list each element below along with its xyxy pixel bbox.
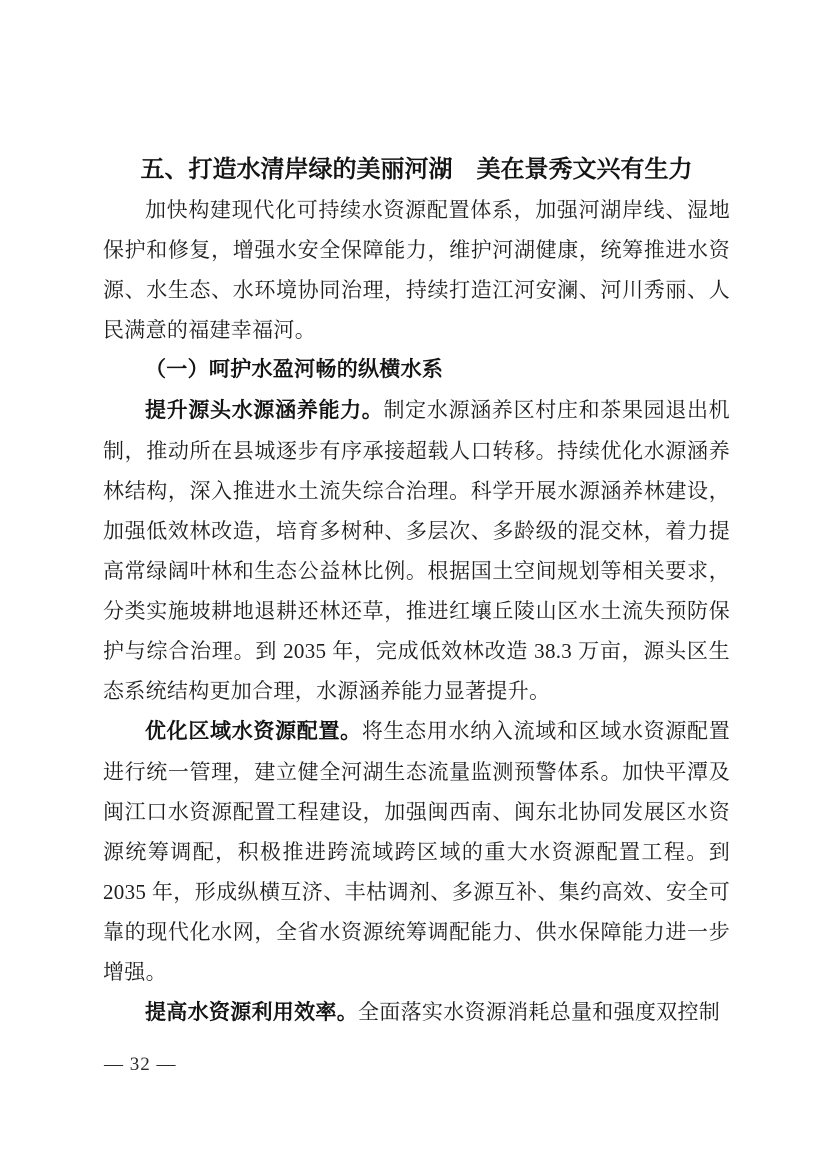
paragraph (103, 390, 730, 711)
document-body (103, 190, 730, 1032)
paragraph-lead: 提高水资源利用效率。 (145, 1001, 358, 1024)
paragraph (103, 992, 730, 1032)
paragraph-text: 全面落实水资源消耗总量和强度双控制 (358, 1000, 721, 1024)
subsection-heading: （一）呵护水盈河畅的纵横水系 (145, 358, 444, 381)
paragraph-text: 制定水源涵养区村庄和茶果园退出机制，推动所在县城逐步有序承接超载人口转移。持续优化水源涵养林结构，深入推进水土流失综合治理。科学开展水源涵养林建设，加强低效林改造，培育多树种、多层次、多龄级的混交林，着力提高常绿阔叶林和生态公益林比例。根据国土空间规划等相关要求，分类实施坡耕地退耕还林还草，推进红壤丘陵山区水土流失预防保护与综合治理。到 2035 年，完成低效林改造 38.3 万亩，源头区生态系统结构更加合理，水源涵养能力显著提升。 (103, 398, 730, 703)
paragraph-lead: 提升源头水源涵养能力。 (145, 399, 384, 422)
paragraph (103, 190, 730, 350)
paragraph-lead: 优化区域水资源配置。 (145, 720, 362, 743)
page-number: — 32 — (104, 1054, 177, 1075)
page-footer (104, 1050, 177, 1080)
paragraph-text: 将生态用水纳入流域和区域水资源配置进行统一管理，建立健全河湖生态流量监测预警体系。加快平潭及闽江口水资源配置工程建设，加强闽西南、闽东北协同发展区水资源统筹调配，积极推进跨流域跨区域的重大水资源配置工程。到 2035 年，形成纵横互济、丰枯调剂、多源互补、集约高效、安全可靠的现代化水网，全省水资源统筹调配能力、供水保障能力进一步增强。 (103, 719, 730, 984)
paragraph (103, 711, 730, 992)
section-title: 五、打造水清岸绿的美丽河湖 美在景秀文兴有生力 (140, 156, 693, 183)
paragraph-text: 加快构建现代化可持续水资源配置体系，加强河湖岸线、湿地保护和修复，增强水安全保障能力，维护河湖健康，统筹推进水资源、水生态、水环境协同治理，持续打造江河安澜、河川秀丽、人民满意的福建幸福河。 (103, 198, 730, 342)
document-content-area (103, 150, 730, 1032)
